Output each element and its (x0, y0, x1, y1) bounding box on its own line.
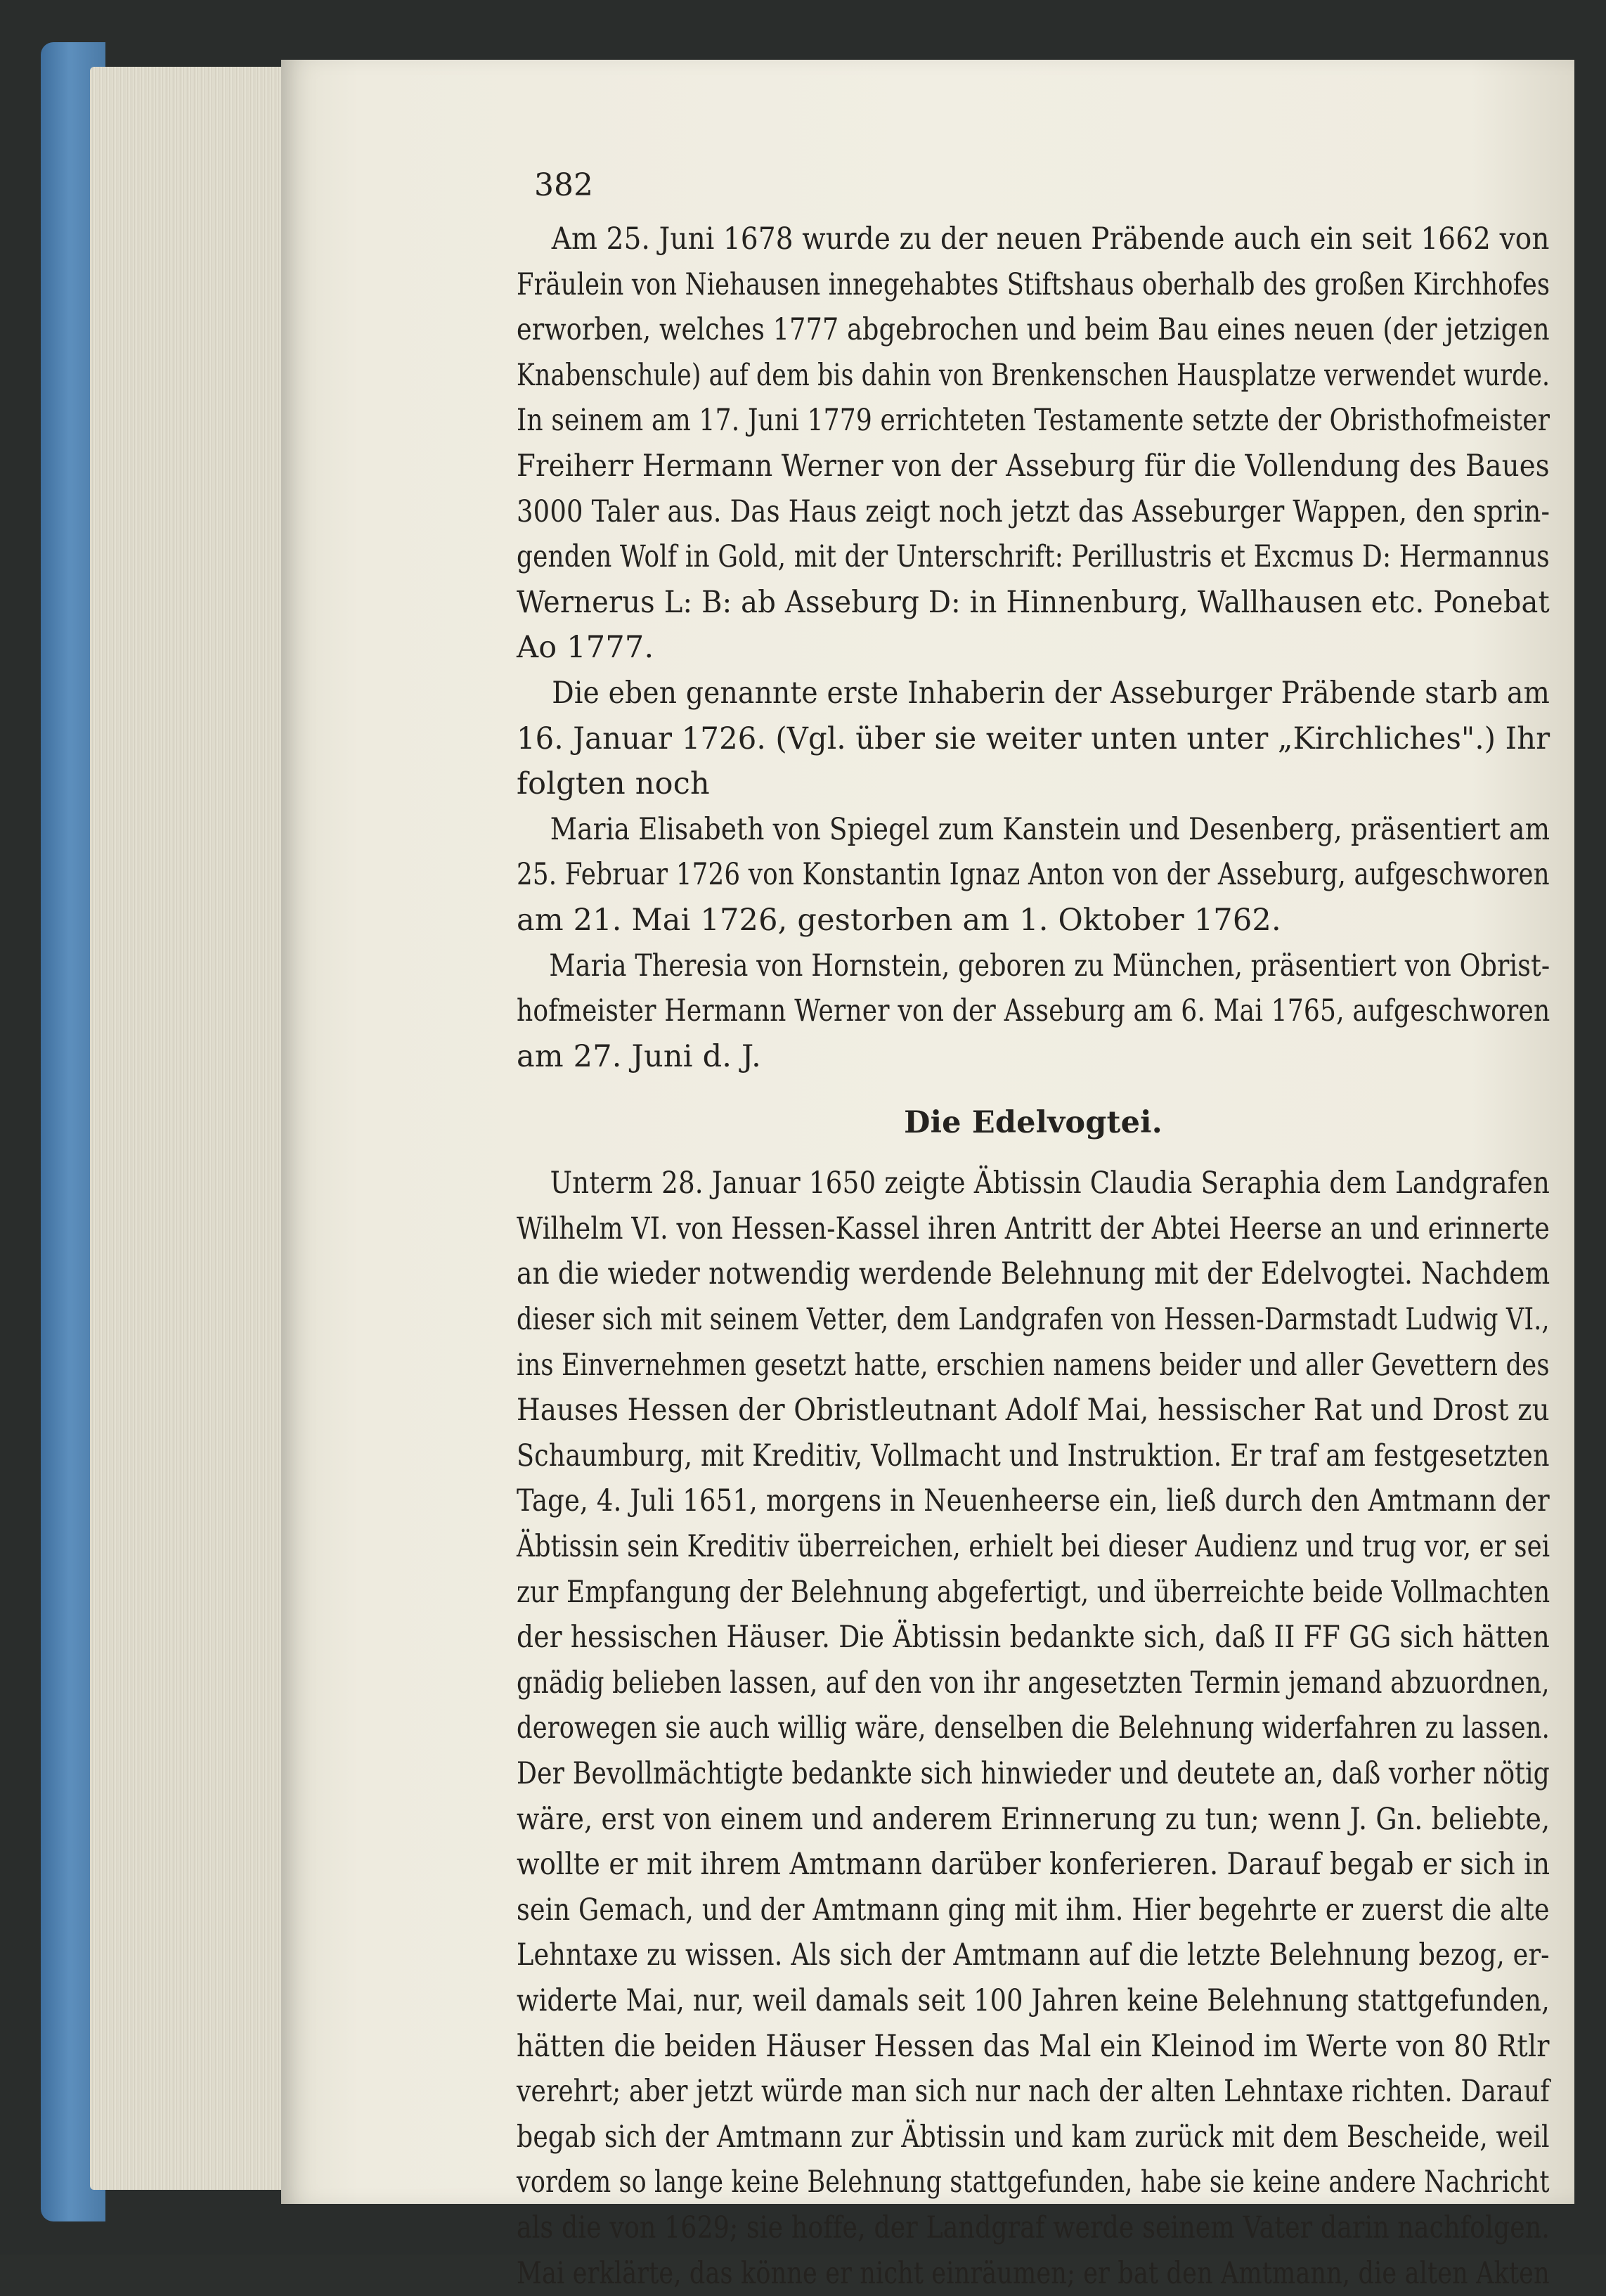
text-line: wollte er mit ihrem Amtmann darüber konferieren. Darauf begab er sich in (517, 1847, 1550, 1883)
text-line: Der Bevollmächtigte bedankte sich hinwieder und deutete an, daß vorher nötig (517, 1756, 1550, 1791)
text-line: Maria Elisabeth von Spiegel zum Kanstein und Desenberg, präsentiert am (550, 811, 1550, 847)
text-line: Wilhelm VI. von Hessen-Kassel ihren Antritt der Abtei Heerse an und erinnerte (517, 1211, 1550, 1246)
page-text (517, 217, 1550, 2296)
text-line: zur Empfangung der Belehnung abgefertigt, und überreichte beide Vollmachten (517, 1574, 1550, 1610)
paragraph (517, 943, 1550, 1080)
text-line: hätten die beiden Häuser Hessen das Mal ein Kleinod im Werte von 80 Rtlr (517, 2028, 1550, 2064)
text-line: der hessischen Häuser. Die Äbtissin bedankte sich, daß II FF GG sich hätten (517, 1620, 1550, 1656)
text-line: Lehntaxe zu wissen. Als sich der Amtmann auf die letzte Belehnung bezog, er- (517, 1937, 1550, 1973)
text-line: Freiherr Hermann Werner von der Asseburg für die Vollendung des Baues (517, 448, 1550, 484)
text-line: Wernerus L: B: ab Asseburg D: in Hinnenburg, Wallhausen etc. Ponebat (517, 584, 1550, 620)
text-line: In seinem am 17. Juni 1779 errichteten Testamente setzte der Obristhofmeister (517, 403, 1550, 439)
text-line: am 27. Juni d. J. (517, 1038, 762, 1074)
text-line: Hauses Hessen der Obristleutnant Adolf Mai, hessischer Rat und Drost zu (517, 1393, 1550, 1428)
text-line: als die von 1629; sie hoffe, der Landgraf werde seinem Vater darin nachfolgen. (517, 2210, 1550, 2245)
text-line: begab sich der Amtmann zur Äbtissin und kam zurück mit dem Bescheide, weil (517, 2119, 1550, 2155)
text-line: Fräulein von Niehausen innegehabtes Stiftshaus oberhalb des großen Kirchhofes (517, 266, 1550, 302)
text-line: hofmeister Hermann Werner von der Asseburg am 6. Mai 1765, aufgeschworen (517, 993, 1550, 1029)
paragraph (517, 217, 1550, 671)
text-line: ins Einvernehmen gesetzt hatte, erschien namens beider und aller Gevettern des (517, 1347, 1550, 1383)
paragraph (517, 807, 1550, 943)
paragraph (517, 1161, 1550, 2296)
text-line: an die wieder notwendig werdende Belehnung mit der Edelvogtei. Nachdem (517, 1256, 1550, 1292)
text-line: derowegen sie auch willig wäre, denselben die Belehnung widerfahren zu lassen. (517, 1710, 1550, 1746)
text-line: Ao 1777. (517, 630, 654, 666)
text-line: 25. Februar 1726 von Konstantin Ignaz Anton von der Asseburg, aufgeschworen (517, 857, 1550, 893)
text-line: Mai erklärte, das könne er nicht einräumen; er bat den Amtmann, die alten Akten (517, 2255, 1550, 2291)
text-line: Schaumburg, mit Kreditiv, Vollmacht und Instruktion. Er traf am festgesetzten (517, 1438, 1550, 1473)
text-line: Äbtissin sein Kreditiv überreichen, erhielt bei dieser Audienz und trug vor, er sei (517, 1529, 1550, 1565)
text-line: widerte Mai, nur, weil damals seit 100 Jahren keine Belehnung stattgefunden, (517, 1982, 1550, 2018)
text-line: 3000 Taler aus. Das Haus zeigt noch jetzt das Asseburger Wappen, den sprin- (517, 494, 1550, 529)
text-line: Am 25. Juni 1678 wurde zu der neuen Präbende auch ein seit 1662 von (551, 221, 1550, 257)
text-line: verehrt; aber jetzt würde man sich nur nach der alten Lehntaxe richten. Darauf (517, 2074, 1550, 2110)
page-number: 382 (534, 167, 593, 203)
text-line: vordem so lange keine Belehnung stattgefunden, habe sie keine andere Nachricht (517, 2165, 1550, 2200)
text-line: wäre, erst von einem und anderem Erinnerung zu tun; wenn J. Gn. beliebte, (517, 1801, 1550, 1837)
text-line: am 21. Mai 1726, gestorben am 1. Oktober 1762. (517, 902, 1281, 938)
text-line: erworben, welches 1777 abgebrochen und beim Bau eines neuen (der jetzigen (517, 312, 1550, 348)
text-line: Tage, 4. Juli 1651, morgens in Neuenheerse ein, ließ durch den Amtmann der (517, 1483, 1550, 1519)
paragraph (517, 671, 1550, 807)
text-line: Unterm 28. Januar 1650 zeigte Äbtissin Claudia Seraphia dem Landgrafen (550, 1166, 1550, 1201)
text-line: genden Wolf in Gold, mit der Unterschrift: Perillustris et Excmus D: Hermannus (517, 539, 1550, 575)
text-line: Maria Theresia von Hornstein, geboren zu München, präsentiert von Obrist- (549, 948, 1550, 983)
text-line: Die eben genannte erste Inhaberin der Asseburger Präbende starb am (552, 675, 1550, 711)
text-line: folgten noch (517, 766, 710, 802)
text-line: sein Gemach, und der Amtmann ging mit ihm. Hier begehrte er zuerst die alte (517, 1892, 1550, 1928)
page-stack-edge (90, 67, 301, 2190)
text-line: Knabenschule) auf dem bis dahin von Brenkenschen Hausplatze verwendet wurde. (517, 357, 1550, 393)
section-heading: Die Edelvogtei. (904, 1105, 1163, 1141)
text-line: gnädig belieben lassen, auf den von ihr angesetzten Termin jemand abzuordnen, (517, 1665, 1550, 1701)
text-line: 16. Januar 1726. (Vgl. über sie weiter unten unter „Kirchliches".) Ihr (517, 721, 1550, 756)
text-line: dieser sich mit seinem Vetter, dem Landgrafen von Hessen-Darmstadt Ludwig VI., (517, 1302, 1550, 1338)
